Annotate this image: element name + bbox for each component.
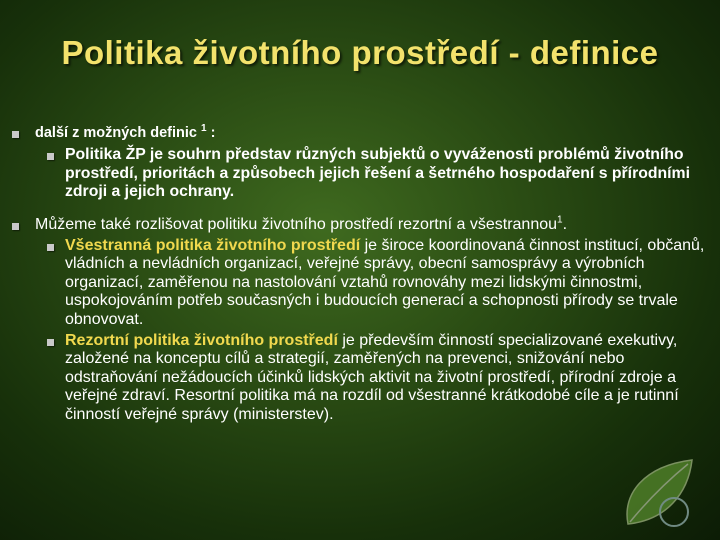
definition-text: Politika ŽP je souhrn představ různých subjektů o vyváženosti problémů životního prostředí, prioritách a způsobech jejich řešení a šetrného hospodaření s přírodními zdroji a jejich ochrany. — [65, 146, 690, 200]
distinguish-text: Můžeme také rozlišovat politiku životního prostředí rezortní a všestrannou — [35, 215, 558, 233]
highlight-term: Rezortní politika životního prostředí — [65, 331, 338, 349]
definition-text: je především činností specializované exekutivy, založené na konceptu cílů a strategií, zaměřených na prevenci, snižování nebo odstraňování nežádoucích účinků lidských aktivit na životní prostředí, přírodní zdroje a veřejné zdraví. Resortní politika má na rozdíl od všestranné krátkodobé cíle a je rutinní činností veřejné správy (ministerstev). — [65, 331, 679, 423]
square-bullet-icon — [47, 339, 54, 346]
leaf-watermark-icon — [614, 454, 706, 534]
footnote-ref: 1 — [557, 214, 563, 226]
square-bullet-icon — [12, 223, 19, 230]
square-bullet-icon — [12, 131, 19, 138]
intro-text: další z možných definic — [35, 125, 197, 141]
square-bullet-icon — [47, 244, 54, 251]
bullet-definitions-intro — [10, 124, 710, 143]
intro-suffix: : — [210, 125, 216, 141]
highlight-term: Všestranná politika životního prostředí — [65, 236, 361, 254]
slide-content — [10, 124, 710, 424]
square-bullet-icon — [47, 153, 54, 160]
bullet-vsestranna — [10, 237, 710, 329]
slide-title: Politika životního prostředí - definice — [61, 34, 659, 71]
footnote-ref: 1 — [200, 123, 207, 135]
distinguish-suffix: . — [562, 215, 568, 233]
bullet-definition-zp — [10, 146, 710, 202]
bullet-rezortni — [10, 332, 710, 424]
definition-text: je široce koordinovaná činnost institucí, občanů, vládních a nevládních organizací, veřejné správy, obecní samosprávy a výrobních organizací, zaměřenou na nastolování vztahů rovnováhy mezi lidskými činnostmi, uspokojováním potřeb současných i budoucích generací a schopnosti přírody se trvale obnovovat. — [65, 236, 705, 328]
bullet-distinguish — [10, 216, 710, 234]
